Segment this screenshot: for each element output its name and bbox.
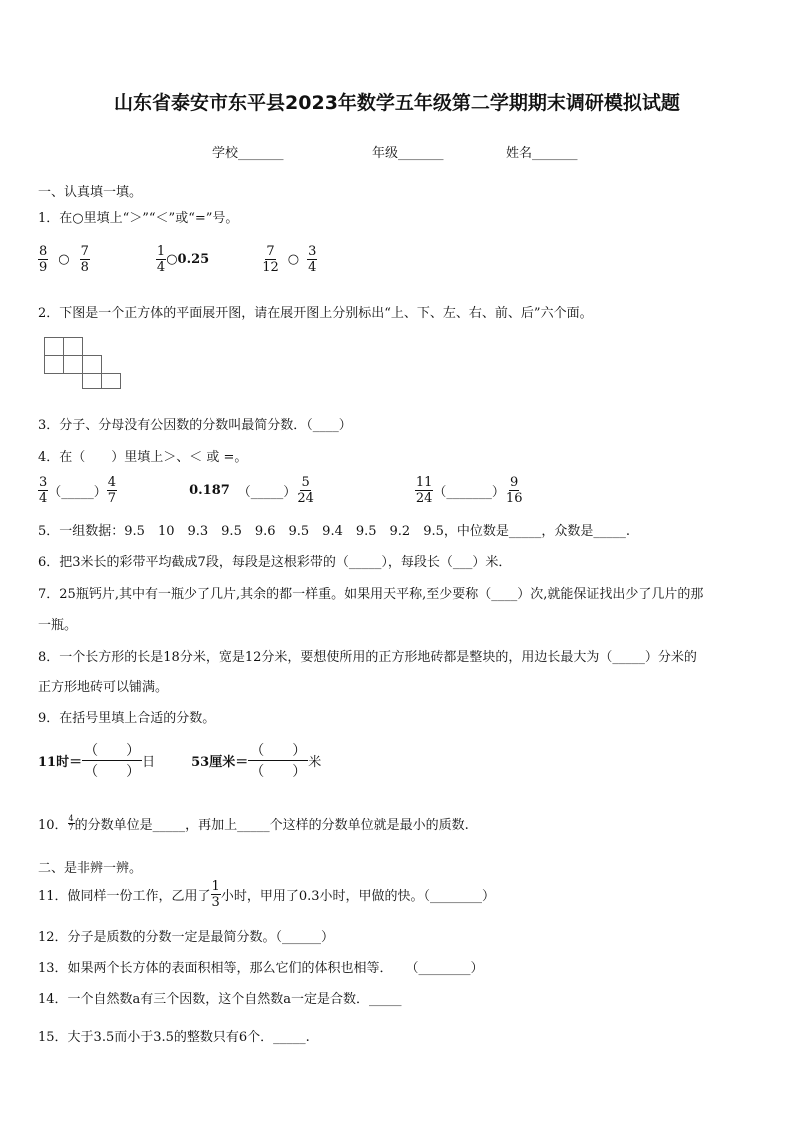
question-6: 6．把3米长的彩带平均截成7段，每段是这根彩带的（_____），每段长（___）米． [38, 555, 512, 570]
question-13: 13．如果两个长方体的表面积相等，那么它们的体积也相等． （________） [38, 961, 484, 976]
question-9-items [38, 740, 321, 781]
name-field: 姓名_______ [506, 146, 578, 161]
compare-circle: ○ [287, 252, 300, 267]
answer-blank[interactable]: （_____） [237, 485, 297, 500]
fraction: $\frac{4}{7}$ [107, 475, 117, 506]
fraction: $\frac{1}{3}$ [211, 879, 220, 910]
cube-net-diagram [44, 337, 126, 379]
fraction-blank[interactable]: $\frac{( )}{( )}$ [82, 740, 142, 781]
question-text: 11．做同样一份工作，乙用了 [38, 889, 211, 904]
question-9: 9．在括号里填上合适的分数。 [38, 711, 216, 726]
question-text: 的分数单位是_____，再加上_____个这样的分数单位就是最小的质数. [74, 818, 469, 833]
fraction: $\frac{3}{4}$ [39, 475, 48, 506]
compare-circle: ○ [58, 252, 70, 267]
answer-blank[interactable]: （_____） [48, 485, 107, 500]
section-2-heading: 二、是非辨一辨。 [38, 861, 143, 876]
question-8-cont: 正方形地砖可以铺满。 [38, 680, 169, 695]
question-4: 4．在（ ）里填上＞、＜ 或 =。 [38, 450, 248, 465]
question-4-items [38, 475, 523, 506]
question-11 [38, 879, 495, 910]
answer-blank[interactable]: （_______） [433, 485, 505, 500]
label: 53厘米＝ [191, 755, 249, 770]
question-number: 10． [38, 818, 68, 833]
compare-circle: ○ [166, 252, 178, 267]
question-3: 3．分子、分母没有公因数的分数叫最简分数．（____） [38, 418, 352, 433]
question-text: 小时，甲用了0.3小时，甲做的快。（________） [220, 889, 496, 904]
question-14: 14．一个自然数a有三个因数，这个自然数a一定是合数．_____ [38, 992, 402, 1007]
page-title: 山东省泰安市东平县2023年数学五年级第二学期期末调研模拟试题 [114, 92, 680, 114]
net-square [63, 355, 83, 374]
fraction: $\frac{7}{8}$ [80, 244, 89, 275]
net-square [101, 373, 121, 389]
value: 0.25 [177, 252, 210, 267]
question-5: 5．一组数据：9.5 10 9.3 9.5 9.6 9.5 9.4 9.5 9.2 9.5，中位数是_____，众数是_____. [38, 524, 631, 539]
net-square [82, 355, 102, 374]
question-15: 15．大于3.5而小于3.5的整数只有6个．_____. [38, 1030, 310, 1045]
fraction: $\frac{8}{9}$ [39, 244, 48, 275]
question-2: 2．下图是一个正方体的平面展开图，请在展开图上分别标出“上、下、左、右、前、后”六个面。 [38, 306, 593, 321]
section-1-heading: 一、认真填一填。 [38, 185, 143, 200]
question-1-items [38, 244, 317, 275]
school-field: 学校_______ [212, 146, 284, 161]
net-square [63, 337, 83, 356]
net-square [44, 337, 64, 356]
unit: 米 [308, 755, 322, 770]
net-square [44, 355, 64, 374]
grade-field: 年级_______ [372, 146, 444, 161]
question-12: 12．分子是质数的分数一定是最简分数。（______） [38, 930, 335, 945]
question-7: 7．25瓶钙片,其中有一瓶少了几片,其余的都一样重。如果用天平称,至少要称（____）次,就能保证找出少了几片的那 [38, 587, 704, 602]
label: 11时＝ [38, 755, 83, 770]
fraction: $\frac{5}{24}$ [297, 475, 314, 506]
net-square [82, 373, 102, 389]
fraction: $\frac{9}{16}$ [505, 475, 523, 506]
question-1: 1．在○里填上“＞”“＜”或“=”号。 [38, 211, 239, 226]
fraction: $\frac{3}{4}$ [308, 244, 317, 275]
fraction-blank[interactable]: $\frac{( )}{( )}$ [248, 740, 308, 781]
fraction: $\frac{4}{7}$ [68, 814, 74, 832]
fraction: $\frac{7}{12}$ [262, 244, 279, 275]
unit: 日 [142, 755, 156, 770]
fraction: $\frac{1}{4}$ [156, 244, 166, 275]
question-10 [38, 814, 469, 833]
value: 0.187 [189, 483, 230, 498]
fraction: $\frac{11}{24}$ [415, 475, 433, 506]
question-7-cont: 一瓶。 [38, 618, 78, 633]
question-8: 8．一个长方形的长是18分米，宽是12分米，要想使所用的正方形地砖都是整块的，用边长最大为（_____）分米的 [38, 650, 697, 665]
